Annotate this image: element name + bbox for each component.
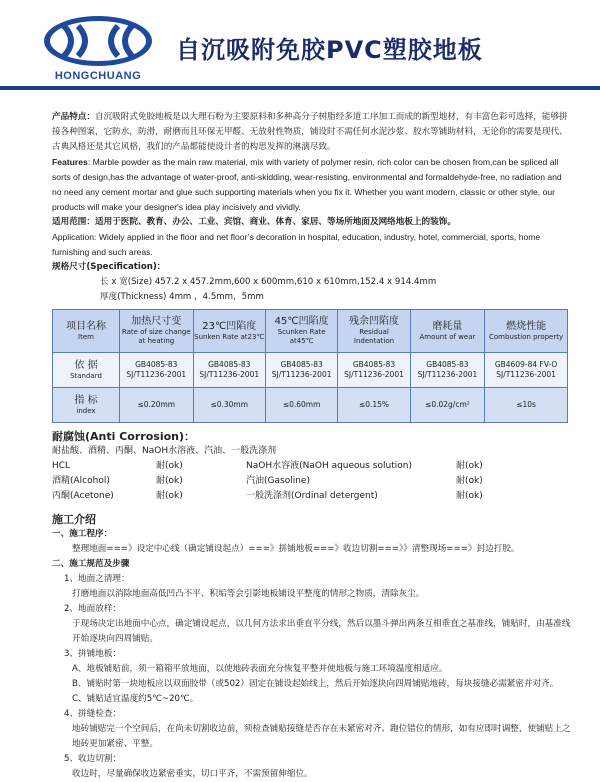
- table-row: [53, 353, 568, 388]
- table-cell: GB4609-84 FV-O SJ/T11236-2001: [485, 353, 568, 388]
- table-cell: GB4085-83 SJ/T11236-2001: [265, 353, 337, 388]
- corrosion-row: [52, 459, 572, 474]
- features-en-text: : Marble powder as the main raw material, mix with variety of polymer resin, rich color can be chosen from,can be spliced all sorts of design,has the advantage of water-proof, anti-skidding, wear-resisting, environmental and formaldehyde-free, no radiation and no need any cement mortar and glue such supporting materials when you fix it. Whether you want modern, classic or other style, our products will make your designer's idea play incisively and vividly.: [52, 157, 562, 212]
- table-row-label: 依 据 Standard: [53, 353, 120, 388]
- table-header-cell: 45℃凹陷度 Scunken Rate at45℃: [265, 310, 337, 353]
- step2-label: 2、地面放样：: [64, 604, 122, 614]
- table-cell: ≤0.02g/cm²: [410, 388, 484, 423]
- corrosion-result: 耐(ok): [456, 476, 483, 486]
- corrosion-result: 耐(ok): [156, 476, 183, 486]
- table-header-cell: 23℃凹陷度 Sunken Rate at23℃: [193, 310, 265, 353]
- corrosion-intro: 耐盐酸、酒精、丙酮、NaOH水溶液、汽油、一般洗涤剂: [52, 446, 277, 456]
- application-cn: [52, 215, 572, 230]
- table-cell: ≤0.60mm: [265, 388, 337, 423]
- brand-logo: [36, 14, 160, 86]
- table-header-cell: 燃烧性能 Combustion property: [485, 310, 568, 353]
- table-cell: GB4085-83 SJ/T11236-2001: [120, 353, 194, 388]
- construction-s1-label: 一、施工程序：: [52, 529, 113, 539]
- step3-label: 3、拼铺地板：: [64, 649, 122, 659]
- features-cn-label: 产品特点：: [52, 112, 95, 122]
- spec-thickness: 厚度(Thickness) 4mm ，4.5mm，5mm: [100, 292, 264, 302]
- table-cell: GB4085-83 SJ/T11236-2001: [410, 353, 484, 388]
- corrosion-item: 丙酮(Acetone): [52, 491, 114, 501]
- corrosion-result: 耐(ok): [456, 461, 483, 471]
- step1-label: 1、地面之清理：: [64, 574, 130, 584]
- step4-label: 4、拼缝检查：: [64, 709, 122, 719]
- construction-s2-label: 二、施工规范及步骤: [52, 559, 130, 569]
- main-content: [52, 110, 572, 782]
- step1-text: 打磨地面以消除地面高低凹凸不平、积垢等会引影地板铺设平整度的情形之物质，清除灰尘。: [72, 589, 425, 599]
- step3-c: C、铺贴适宜温度约5℃~20℃。: [72, 694, 199, 704]
- step5-text: 收边时，尽量确保收边紧密垂实，切口平齐，不需预留伸缩位。: [72, 769, 313, 779]
- construction-s1-text: 整理地面===》设定中心线（确定铺设起点）===》拼铺地板===》收边切割===》》清整现场===》封边打胶。: [72, 544, 520, 554]
- table-header-cell: 残余凹陷度 Residual Indentation: [338, 310, 410, 353]
- corrosion-row: [52, 489, 572, 504]
- table-cell: ≤0.15%: [338, 388, 410, 423]
- brand-name: HONGCHUANG: [54, 70, 142, 82]
- table-header-row: [53, 310, 568, 353]
- application-en: Application: Widely applied in the floor and net floor’s decoration in hospital, education, industry, hotel, commercial, sports, home furnishing and such areas.: [52, 232, 541, 257]
- table-header-cell: 磨耗量 Amount of wear: [410, 310, 484, 353]
- hongchuang-logo-icon: [42, 14, 154, 68]
- step2-text: 于现场决定出地面中心点，确定铺设起点，以几何方法求出垂直平分线，然后以墨斗弹出两条互相垂直之基准线，铺贴时，由基准线开始逐块向四周铺贴。: [72, 619, 571, 644]
- corrosion-item: NaOH水容液(NaOH aqueous solution): [246, 461, 412, 471]
- table-cell: ≤0.20mm: [120, 388, 194, 423]
- table-header-cell: 项目名称 Item: [53, 310, 120, 353]
- step3-a: A、地板铺贴前，须一箱箱平放地面，以使地砖表面充分恢复平整并使地板与施工环境温度相适应。: [72, 664, 448, 674]
- table-row-label: 指 标 index: [53, 388, 120, 423]
- corrosion-item: HCL: [52, 461, 71, 471]
- corrosion-item: 汽油(Gasoline): [246, 476, 310, 486]
- features-en-label: Features: [52, 157, 88, 167]
- corrosion-item: 一般洗涤剂(Ordinal detergent): [246, 491, 378, 501]
- spec-table: [52, 309, 568, 423]
- table-cell: ≤0.30mm: [193, 388, 265, 423]
- header-divider: [0, 86, 600, 90]
- table-header-cell: 加热尺寸变 Rate of size change at heating: [120, 310, 194, 353]
- corrosion-result: 耐(ok): [156, 491, 183, 501]
- features-cn: [52, 110, 572, 155]
- spec-size: 长 x 宽(Size) 457.2 x 457.2mm,600 x 600mm,610 x 610mm,152.4 x 914.4mm: [100, 277, 437, 287]
- corrosion-title: 耐腐蚀(Anti Corrosion)：: [52, 430, 195, 443]
- page-header: [0, 0, 600, 95]
- features-en: [52, 155, 572, 215]
- step3-b: B、铺贴时第一块地板应以双面胶带（或502）固定在铺设起始线上，然后开始逐块向四周铺贴地砖，每块接缝必需紧密并对齐。: [72, 679, 559, 689]
- corrosion-item: 酒精(Alcohol): [52, 476, 110, 486]
- table-cell: GB4085-83 SJ/T11236-2001: [193, 353, 265, 388]
- corrosion-result: 耐(ok): [456, 491, 483, 501]
- step4-text: 地砖铺贴完一个空间后，在尚未切割收边前，须检查铺贴接缝是否存在未紧密对齐、跑位错位的情形，如有应即时调整，使铺贴上之地砖更加紧密、平整。: [72, 724, 571, 749]
- step5-label: 5、收边切割：: [64, 754, 122, 764]
- table-row: [53, 388, 568, 423]
- application-cn-label: 适用范围：: [52, 217, 95, 227]
- page-title: 自沉吸附免胶PVC塑胶地板: [176, 36, 483, 64]
- features-cn-text: 自沉吸附式免胶地板是以大理石粉为主要原料和多种高分子树脂经多道工序加工而成的新型地材，有丰富色彩可选择，能够拼接各种图案，它防水，防滑，耐磨而且环保无甲醛、无放射性物质，铺设时不需任何水泥沙浆、胶水等铺助材料，无论你的需要是现代、古典风格还是其它风格，我们的产品都能使设计者的构思发挥的淋漓尽致。: [52, 112, 568, 152]
- corrosion-row: [52, 474, 572, 489]
- corrosion-result: 耐(ok): [156, 461, 183, 471]
- table-cell: ≤10s: [485, 388, 568, 423]
- application-cn-text: 适用于医院、教育、办公、工业、宾馆、商业、体育、家居、等场所地面及网络地板上的装饰。: [94, 217, 456, 227]
- construction-title: 施工介绍: [52, 513, 96, 526]
- table-cell: GB4085-83 SJ/T11236-2001: [338, 353, 410, 388]
- spec-label: 规格尺寸(Specification)：: [52, 262, 166, 272]
